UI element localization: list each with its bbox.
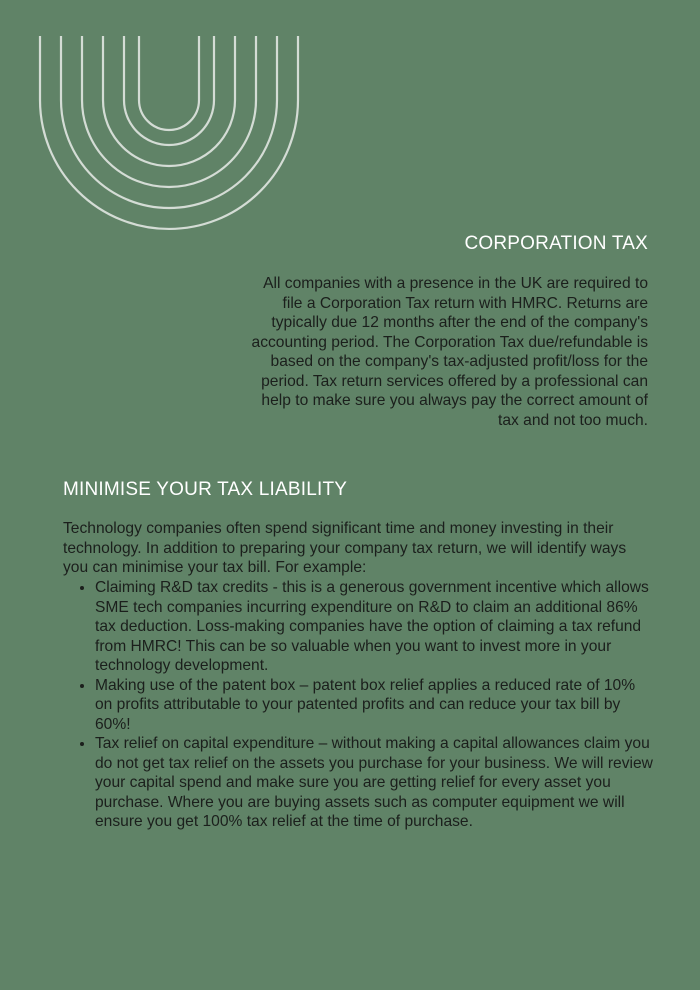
list-item-patent-box: • Making use of the patent box – patent box relief applies a reduced rate of 10% on profits attributable to your patented profits and can reduce your tax bill by 60%!	[95, 676, 653, 735]
concentric-u-arcs-icon	[0, 0, 340, 240]
minimise-tax-intro: Technology companies often spend significant time and money investing in their technology. In addition to preparing your company tax return, we will identify ways you can minimise your tax bill. For example:	[63, 520, 627, 576]
list-item-capital-expenditure: • Tax relief on capital expenditure – without making a capital allowances claim you do not get tax relief on the assets you purchase for your business. We will review your capital spend and make sure you are getting relief for every asset you purchase. Where you are buying assets such as computer equipment we will ensure you get 100% tax relief at the time of purchase.	[95, 734, 653, 832]
tax-strategies-list	[63, 578, 653, 832]
minimise-tax-heading: MINIMISE YOUR TAX LIABILITY	[63, 479, 348, 500]
corporation-tax-heading: CORPORATION TAX	[464, 233, 648, 254]
list-item-rd-tax-credits: • Claiming R&D tax credits - this is a generous government incentive which allows SME tech companies incurring expenditure on R&D to claim an additional 86% tax deduction. Loss-making companies have the option of claiming a tax refund from HMRC! This can be so valuable when you want to invest more in your technology development.	[95, 578, 653, 676]
corporation-tax-paragraph: All companies with a presence in the UK are required to file a Corporation Tax return with HMRC. Returns are typically due 12 months after the end of the company's accounting period. The Corporation Tax due/refundable is based on the company's tax-adjusted profit/loss for the period. Tax return services offered by a professional can help to make sure you always pay the correct amount of tax and not too much.	[251, 275, 648, 429]
